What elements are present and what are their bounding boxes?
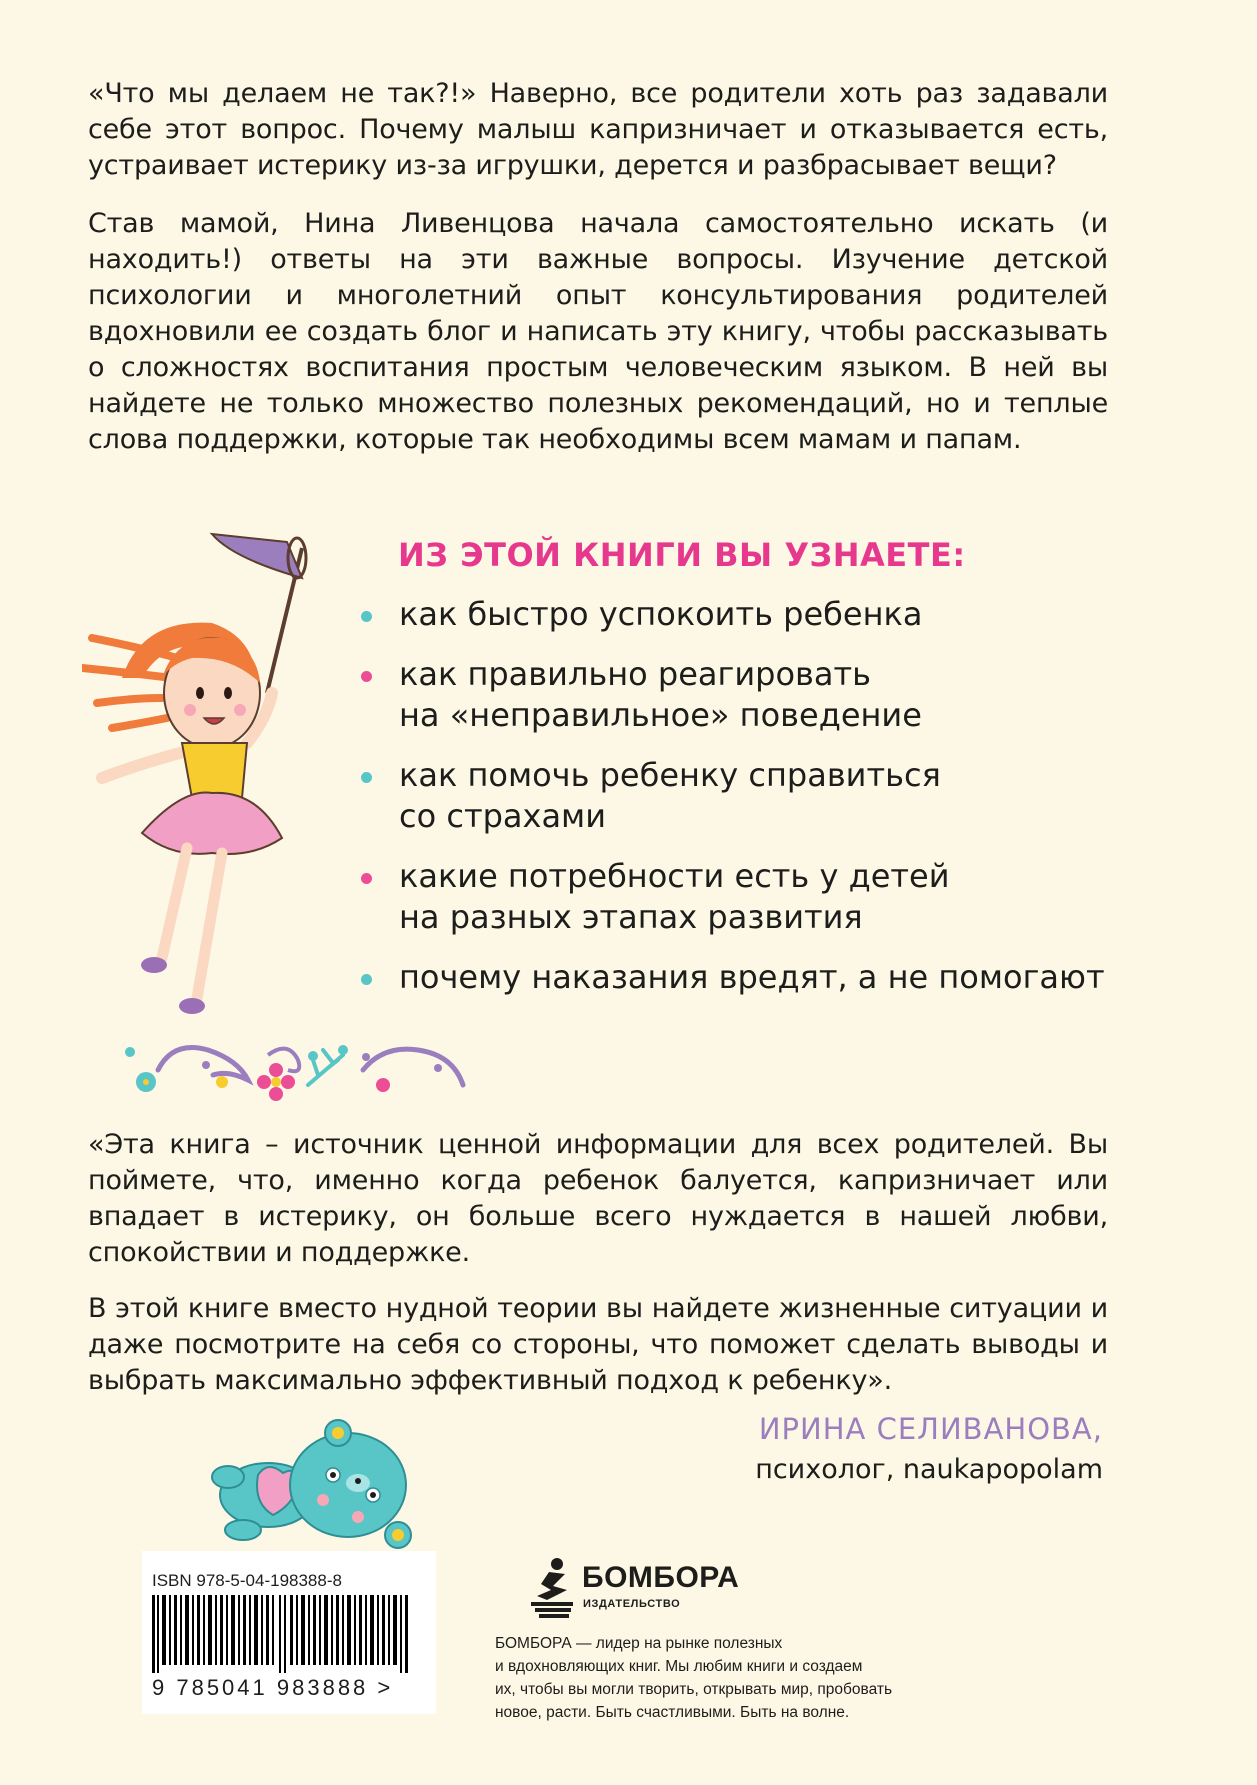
publisher-name: БОМБОРА bbox=[582, 1561, 740, 1594]
list-item bbox=[355, 856, 1135, 938]
intro-paragraph-2 bbox=[88, 206, 1108, 458]
list-item-text: со страхами bbox=[399, 797, 606, 835]
quote-paragraph-1 bbox=[88, 1127, 1108, 1271]
barcode-icon bbox=[152, 1595, 424, 1673]
bullet-dot bbox=[361, 611, 372, 622]
blurb-line: их, чтобы вы могли творить, открывать мир, пробовать bbox=[495, 1681, 893, 1698]
list-item bbox=[355, 957, 1135, 998]
barcode-digits: 9 785041 983888 > bbox=[152, 1675, 394, 1700]
list-item bbox=[355, 755, 1135, 837]
publisher-blurb bbox=[495, 1632, 995, 1724]
quote-text-1: «Эта книга – источник ценной информации для всех родителей. Вы поймете, что, именно когда ребенок балуется, капризничает или впадает в истерику, он больше всего нуждается в нашей любви, спокойствии и поддержке. bbox=[88, 1129, 1108, 1268]
barcode-box bbox=[142, 1551, 436, 1714]
publisher-subtitle: ИЗДАТЕЛЬСТВО bbox=[583, 1598, 681, 1610]
list-item bbox=[355, 594, 1135, 635]
bullet-dot bbox=[361, 974, 372, 985]
isbn-label: ISBN 978-5-04-198388-8 bbox=[152, 1571, 342, 1590]
intro-text-2: Став мамой, Нина Ливенцова начала самостоятельно искать (и находить!) ответы на эти важные вопросы. Изучение детской психологии и многолетний опыт консультирования родителей вдохновили ее создать блог и написать эту книгу, чтобы рассказывать о сложностях воспитания простым человеческим языком. В ней вы найдете не только множество полезных рекомендаций, но и теплые слова поддержки, которые так необходимы всем мамам и папам. bbox=[88, 208, 1108, 455]
list-item-text: как помочь ребенку справиться bbox=[399, 756, 941, 794]
teal-teddy-bear-with-heart-illustration bbox=[208, 1415, 438, 1555]
intro-text-1: «Что мы делаем не так?!» Наверно, все родители хоть раз задавали себе этот вопрос. Почему малыш капризничает и отказывается есть, устраивает истерику из-за игрушки, дерется и разбрасывает вещи? bbox=[88, 78, 1108, 181]
blurb-line: новое, расти. Быть счастливыми. Быть на волне. bbox=[495, 1704, 850, 1721]
list-item-text: какие потребности есть у детей bbox=[399, 857, 950, 895]
bullet-dot bbox=[361, 873, 372, 884]
list-item-text: на «неправильное» поведение bbox=[399, 696, 922, 734]
intro-paragraph-1 bbox=[88, 76, 1108, 184]
list-item-text: как быстро успокоить ребенка bbox=[399, 595, 923, 633]
bullet-dot bbox=[361, 671, 372, 682]
girl-with-butterfly-net-illustration bbox=[82, 528, 342, 1028]
list-item bbox=[355, 654, 1135, 736]
learn-heading: ИЗ ЭТОЙ КНИГИ ВЫ УЗНАЕТЕ: bbox=[398, 536, 966, 574]
bullet-dot bbox=[361, 772, 372, 783]
blurb-line: и вдохновляющих книг. Мы любим книги и создаем bbox=[495, 1658, 863, 1675]
blurb-line: БОМБОРА — лидер на рынке полезных bbox=[495, 1635, 783, 1652]
bombora-logo-icon bbox=[527, 1556, 579, 1618]
list-item-text: на разных этапах развития bbox=[399, 898, 863, 936]
quote-paragraph-2 bbox=[88, 1291, 1108, 1399]
learn-list bbox=[355, 594, 1135, 1017]
list-item-text: почему наказания вредят, а не помогают bbox=[399, 958, 1105, 996]
floral-ornament-divider bbox=[118, 1030, 498, 1110]
list-item-text: как правильно реагировать bbox=[399, 655, 871, 693]
author-name: ИРИНА СЕЛИВАНОВА, bbox=[758, 1412, 1103, 1446]
quote-text-2: В этой книге вместо нудной теории вы найдете жизненные ситуации и даже посмотрите на себя со стороны, что поможет сделать выводы и выбрать максимально эффективный подход к ребенку». bbox=[88, 1293, 1108, 1396]
author-role: психолог, naukapopolam bbox=[755, 1454, 1103, 1485]
